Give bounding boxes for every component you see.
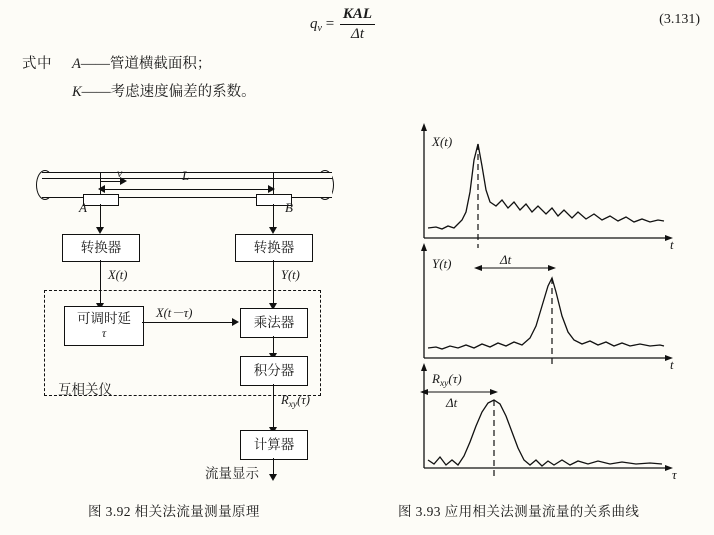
- computer-block: [240, 430, 308, 460]
- formula-equals: =: [325, 15, 335, 32]
- panel-3-ylabel-arg: (τ): [448, 371, 462, 386]
- link-sensor-b-arrow: [269, 227, 277, 234]
- multiplier-label: 乘法器: [253, 315, 295, 331]
- multiplier-block: [240, 308, 308, 338]
- legend-line-1-symbol: A: [72, 56, 81, 72]
- formula-fraction: [340, 6, 375, 43]
- signal-rxy-arg: (τ): [297, 393, 310, 407]
- flow-display-label: 流量显示: [205, 466, 259, 481]
- legend-prefix: 式中: [22, 56, 52, 72]
- figure-left-caption: 图 3.92 相关法流量测量原理: [88, 504, 260, 519]
- link-delay-to-multiplier: [142, 322, 236, 323]
- converter-a-label: 转换器: [80, 240, 122, 256]
- main-formula: [310, 6, 377, 43]
- panel-3-ylabel-subscript: xy: [439, 379, 449, 389]
- panel-3-xlabel: τ: [672, 467, 677, 482]
- link-computer-arrow: [269, 474, 277, 481]
- velocity-arrow-line: [100, 181, 122, 182]
- signal-xt-label: X(t): [108, 268, 128, 282]
- legend-line-2-text: ——考虑速度偏差的系数。: [81, 84, 256, 100]
- figure-right-caption: 图 3.93 应用相关法测量流量的关系曲线: [398, 504, 640, 519]
- legend-line-2-symbol: K: [72, 84, 82, 100]
- link-sensor-a-arrow: [96, 227, 104, 234]
- correlator-label: 互相关仪: [58, 382, 112, 397]
- computer-label: 计算器: [253, 437, 295, 453]
- panel-xt: [421, 123, 673, 248]
- link-sensor-a-to-converter: [100, 204, 101, 228]
- integrator-label: 积分器: [253, 363, 295, 379]
- adjustable-delay-block: [64, 306, 144, 346]
- correlation-curves-svg: [400, 120, 700, 480]
- panel-3-delta-label: Δt: [446, 395, 458, 410]
- link-delay-arrow: [232, 318, 239, 326]
- panel-1-xlabel: t: [670, 237, 674, 252]
- converter-a-block: [62, 234, 140, 262]
- panel-3-ylabel: [432, 371, 462, 389]
- adjustable-delay-label: 可调时延: [77, 311, 131, 327]
- signal-yt-label: Y(t): [281, 268, 300, 282]
- velocity-label: v: [117, 166, 123, 180]
- panel-2-xlabel: t: [670, 357, 674, 372]
- legend-line-1: [72, 52, 211, 73]
- signal-rxy-label: [281, 393, 310, 410]
- signal-rxy-subscript: xy: [288, 400, 298, 410]
- panel-2-ylabel: Y(t): [432, 256, 452, 271]
- signal-x-delayed-label: X(t－τ): [156, 306, 193, 320]
- figure-right-plots: [400, 120, 700, 480]
- adjustable-delay-symbol: τ: [101, 325, 107, 340]
- formula-lhs-subscript: v: [317, 22, 322, 34]
- converter-b-block: [235, 234, 313, 262]
- formula-numerator: KAL: [340, 6, 375, 25]
- length-tick-left: [100, 172, 101, 194]
- signal-rxy-symbol: R: [281, 393, 289, 407]
- length-tick-right: [273, 172, 274, 194]
- length-label: L: [182, 168, 190, 183]
- integrator-block: [240, 356, 308, 386]
- link-integrator-to-computer: [273, 384, 274, 428]
- equation-number: (3.131): [659, 12, 700, 27]
- sensor-a-label: A: [79, 200, 87, 215]
- length-dimension-line: [100, 189, 274, 190]
- panel-yt: [421, 243, 673, 368]
- link-sensor-b-to-converter: [273, 204, 274, 228]
- panel-3-ylabel-symbol: R: [432, 371, 440, 386]
- converter-b-label: 转换器: [253, 240, 295, 256]
- formula-denominator: Δt: [351, 26, 364, 42]
- panel-1-ylabel: X(t): [432, 134, 453, 149]
- formula-lhs: q: [310, 15, 318, 32]
- legend-line-2: [72, 80, 256, 101]
- panel-2-delta-label: Δt: [500, 252, 512, 267]
- sensor-a: [83, 194, 119, 206]
- sensor-b-label: B: [285, 200, 293, 215]
- legend-line-1-text: ——管道横截面积；: [80, 56, 212, 72]
